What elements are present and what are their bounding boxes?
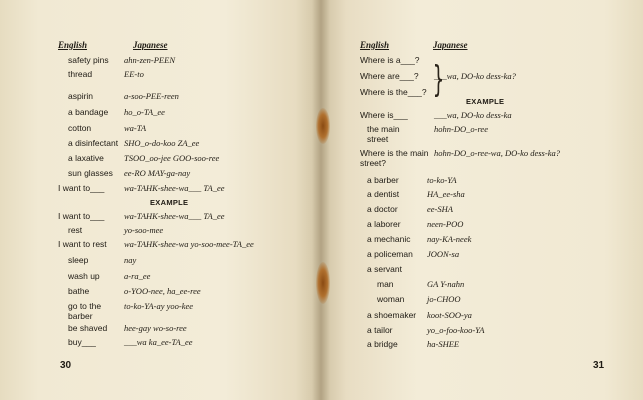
japanese-term: ee-SHA <box>427 204 453 214</box>
english-term: I want to___ <box>58 183 105 193</box>
japanese-term: a-soo-PEE-reen <box>124 91 179 101</box>
japanese-term: koot-SOO-ya <box>427 310 472 320</box>
staple-rust-stain <box>316 262 330 304</box>
japanese-term: ha-SHEE <box>427 339 460 349</box>
japanese-term: TSOO_oo-jee GOO-soo-ree <box>124 153 220 163</box>
english-term: a shoemaker <box>367 310 417 320</box>
english-term: I want to___ <box>58 211 105 221</box>
english-term: Where is___ <box>360 110 408 120</box>
english-term: bathe <box>68 286 90 296</box>
english-term: cotton <box>68 123 92 133</box>
japanese-term: jo-CHOO <box>427 294 461 304</box>
english-term: rest <box>68 225 83 235</box>
english-term: I want to rest <box>58 239 107 249</box>
japanese-term: nay <box>124 255 137 265</box>
example-heading: EXAMPLE <box>150 198 189 207</box>
english-term: Where is the main street? <box>360 148 429 168</box>
japanese-term: to-ko-YA <box>427 175 457 185</box>
column-header-english: English <box>58 40 88 50</box>
english-term: Where are___? <box>360 71 419 81</box>
japanese-term: neen-POO <box>427 219 464 229</box>
japanese-term: to-ko-YA-ay yoo-kee <box>124 301 194 311</box>
english-term: a bandage <box>68 107 109 117</box>
column-header-japanese: Japanese <box>433 40 468 50</box>
column-header-japanese: Japanese <box>133 40 168 50</box>
english-term: a laxative <box>68 153 104 163</box>
japanese-term: ___wa, DO-ko dess-ka? <box>434 71 516 81</box>
japanese-term: hee-gay wo-so-ree <box>124 323 187 333</box>
english-term: be shaved <box>68 323 108 333</box>
left-page <box>0 0 321 400</box>
japanese-term: hohn-DO_o-ree-wa, DO-ko dess-ka? <box>434 148 560 158</box>
staple-rust-stain <box>316 108 330 144</box>
english-term: the main street <box>367 124 400 144</box>
page-number: 30 <box>60 360 72 371</box>
english-term: Where is the___? <box>360 87 427 97</box>
english-term: aspirin <box>68 91 94 101</box>
japanese-term: a-ra_ee <box>124 271 151 281</box>
japanese-term: wa-TAHK-shee-wa yo-soo-mee-TA_ee <box>124 239 254 249</box>
english-term: a mechanic <box>367 234 411 244</box>
japanese-term: ho_o-TA_ee <box>124 107 165 117</box>
english-term: buy___ <box>68 337 96 347</box>
book-gutter <box>312 0 330 400</box>
japanese-term: ___wa, DO-ko dess-ka <box>434 110 512 120</box>
japanese-term: JOON-sa <box>427 249 460 259</box>
japanese-term: yo-soo-mee <box>124 225 164 235</box>
japanese-term: nay-KA-neek <box>427 234 472 244</box>
english-term: Where is a___? <box>360 55 420 65</box>
right-page <box>321 0 643 400</box>
english-term: a bridge <box>367 339 398 349</box>
japanese-term: EE-to <box>124 69 144 79</box>
example-heading: EXAMPLE <box>466 97 505 106</box>
japanese-term: yo_o-foo-koo-YA <box>427 325 485 335</box>
english-term: a barber <box>367 175 399 185</box>
english-term: a laborer <box>367 219 401 229</box>
english-term: a disinfectant <box>68 138 119 148</box>
japanese-term: ee-RO MAY-ga-nay <box>124 168 191 178</box>
japanese-term: HA_ee-sha <box>427 189 465 199</box>
english-term: a dentist <box>367 189 400 199</box>
japanese-term: wa-TAHK-shee-wa___ TA_ee <box>124 183 225 193</box>
japanese-term: ___wa ka_ee-TA_ee <box>124 337 193 347</box>
japanese-term: wa-TAHK-shee-wa___ TA_ee <box>124 211 225 221</box>
english-term: man <box>377 279 394 289</box>
english-term: safety pins <box>68 55 109 65</box>
column-header-english: English <box>360 40 390 50</box>
english-term: sleep <box>68 255 89 265</box>
english-term: go to the barber <box>68 301 102 321</box>
japanese-term: wa-TA <box>124 123 147 133</box>
english-term: woman <box>377 294 405 304</box>
japanese-term: o-YOO-nee, ha_ee-ree <box>124 286 201 296</box>
japanese-term: ahn-zen-PEEN <box>124 55 175 65</box>
english-term: thread <box>68 69 93 79</box>
english-term: sun glasses <box>68 168 113 178</box>
english-term: a servant <box>367 264 402 274</box>
page-number: 31 <box>593 360 605 371</box>
english-term: wash up <box>68 271 100 281</box>
english-term: a policeman <box>367 249 413 259</box>
english-term: a doctor <box>367 204 398 214</box>
japanese-term: SHO_o-do-koo ZA_ee <box>124 138 200 148</box>
japanese-term: hohn-DO_o-ree <box>434 124 488 134</box>
english-term: a tailor <box>367 325 393 335</box>
japanese-term: GA Y-nahn <box>427 279 465 289</box>
brace-symbol: } <box>432 59 445 100</box>
